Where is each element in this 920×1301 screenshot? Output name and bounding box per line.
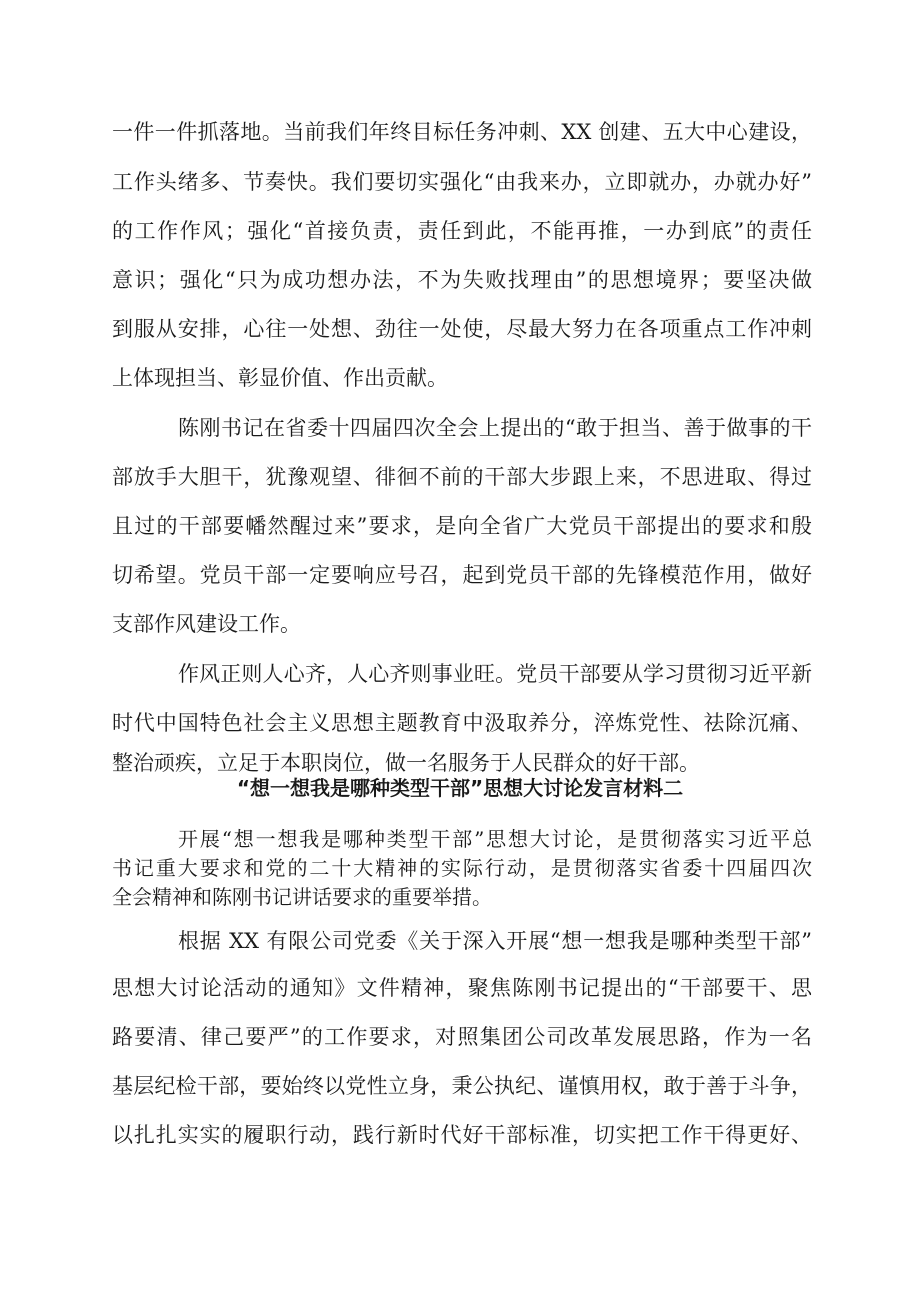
paragraph-1-line-6: 上体现担当、彰显价值、作出贡献。 <box>112 366 448 390</box>
paragraph-1-line-4: 意识；强化“只为成功想办法，不为失败找理由”的思想境界；要坚决做 <box>112 268 812 292</box>
paragraph-4-line-2: 书记重大要求和党的二十大精神的实际行动，是贯彻落实省委十四届四次 <box>112 856 812 880</box>
paragraph-4-line-1: 开展“想一想我是哪种类型干部”思想大讨论，是贯彻落实习近平总 <box>178 827 812 851</box>
paragraph-5-line-1: 根据 XX 有限公司党委《关于深入开展“想一想我是哪种类型干部” <box>178 929 812 953</box>
paragraph-1-line-2: 工作头绪多、节奏快。我们要切实强化“由我来办，立即就办，办就办好” <box>112 170 812 194</box>
paragraph-3-line-2: 时代中国特色社会主义思想主题教育中汲取养分，淬炼党性、祛除沉痛、 <box>112 711 812 735</box>
section-title: “想一想我是哪种类型干部”思想大讨论发言材料二 <box>236 776 684 800</box>
paragraph-2-line-3: 且过的干部要幡然醒过来”要求，是向全省广大党员干部提出的要求和殷 <box>112 514 812 538</box>
paragraph-3-line-1: 作风正则人心齐，人心齐则事业旺。党员干部要从学习贯彻习近平新 <box>178 662 812 686</box>
paragraph-2-line-4: 切希望。党员干部一定要响应号召，起到党员干部的先锋模范作用，做好 <box>112 563 812 587</box>
paragraph-2-line-5: 支部作风建设工作。 <box>112 612 301 636</box>
paragraph-1-line-1: 一件一件抓落地。当前我们年终目标任务冲刺、XX 创建、五大中心建设， <box>112 120 812 144</box>
paragraph-4-line-3: 全会精神和陈刚书记讲话要求的重要举措。 <box>112 885 492 909</box>
paragraph-2-line-1: 陈刚书记在省委十四届四次全会上提出的“敢于担当、善于做事的干 <box>178 416 812 440</box>
paragraph-5-line-3: 路要清、律己要严”的工作要求，对照集团公司改革发展思路，作为一名 <box>112 1025 812 1049</box>
paragraph-5-line-2: 思想大讨论活动的通知》文件精神，聚焦陈刚书记提出的“干部要干、思 <box>112 976 812 1000</box>
paragraph-5-line-5: 以扎扎实实的履职行动，践行新时代好干部标准，切实把工作干得更好、 <box>112 1123 812 1147</box>
paragraph-3-line-3: 整治顽疾，立足于本职岗位，做一名服务于人民群众的好干部。 <box>112 751 700 775</box>
paragraph-5-line-4: 基层纪检干部，要始终以党性立身，秉公执纪、谨慎用权，敢于善于斗争， <box>112 1074 812 1098</box>
paragraph-1-line-3: 的工作作风；强化“首接负责，责任到此，不能再推，一办到底”的责任 <box>112 219 812 243</box>
paragraph-2-line-2: 部放手大胆干，犹豫观望、徘徊不前的干部大步跟上来，不思进取、得过 <box>112 465 812 489</box>
paragraph-1-line-5: 到服从安排，心往一处想、劲往一处使，尽最大努力在各项重点工作冲刺 <box>112 317 812 341</box>
